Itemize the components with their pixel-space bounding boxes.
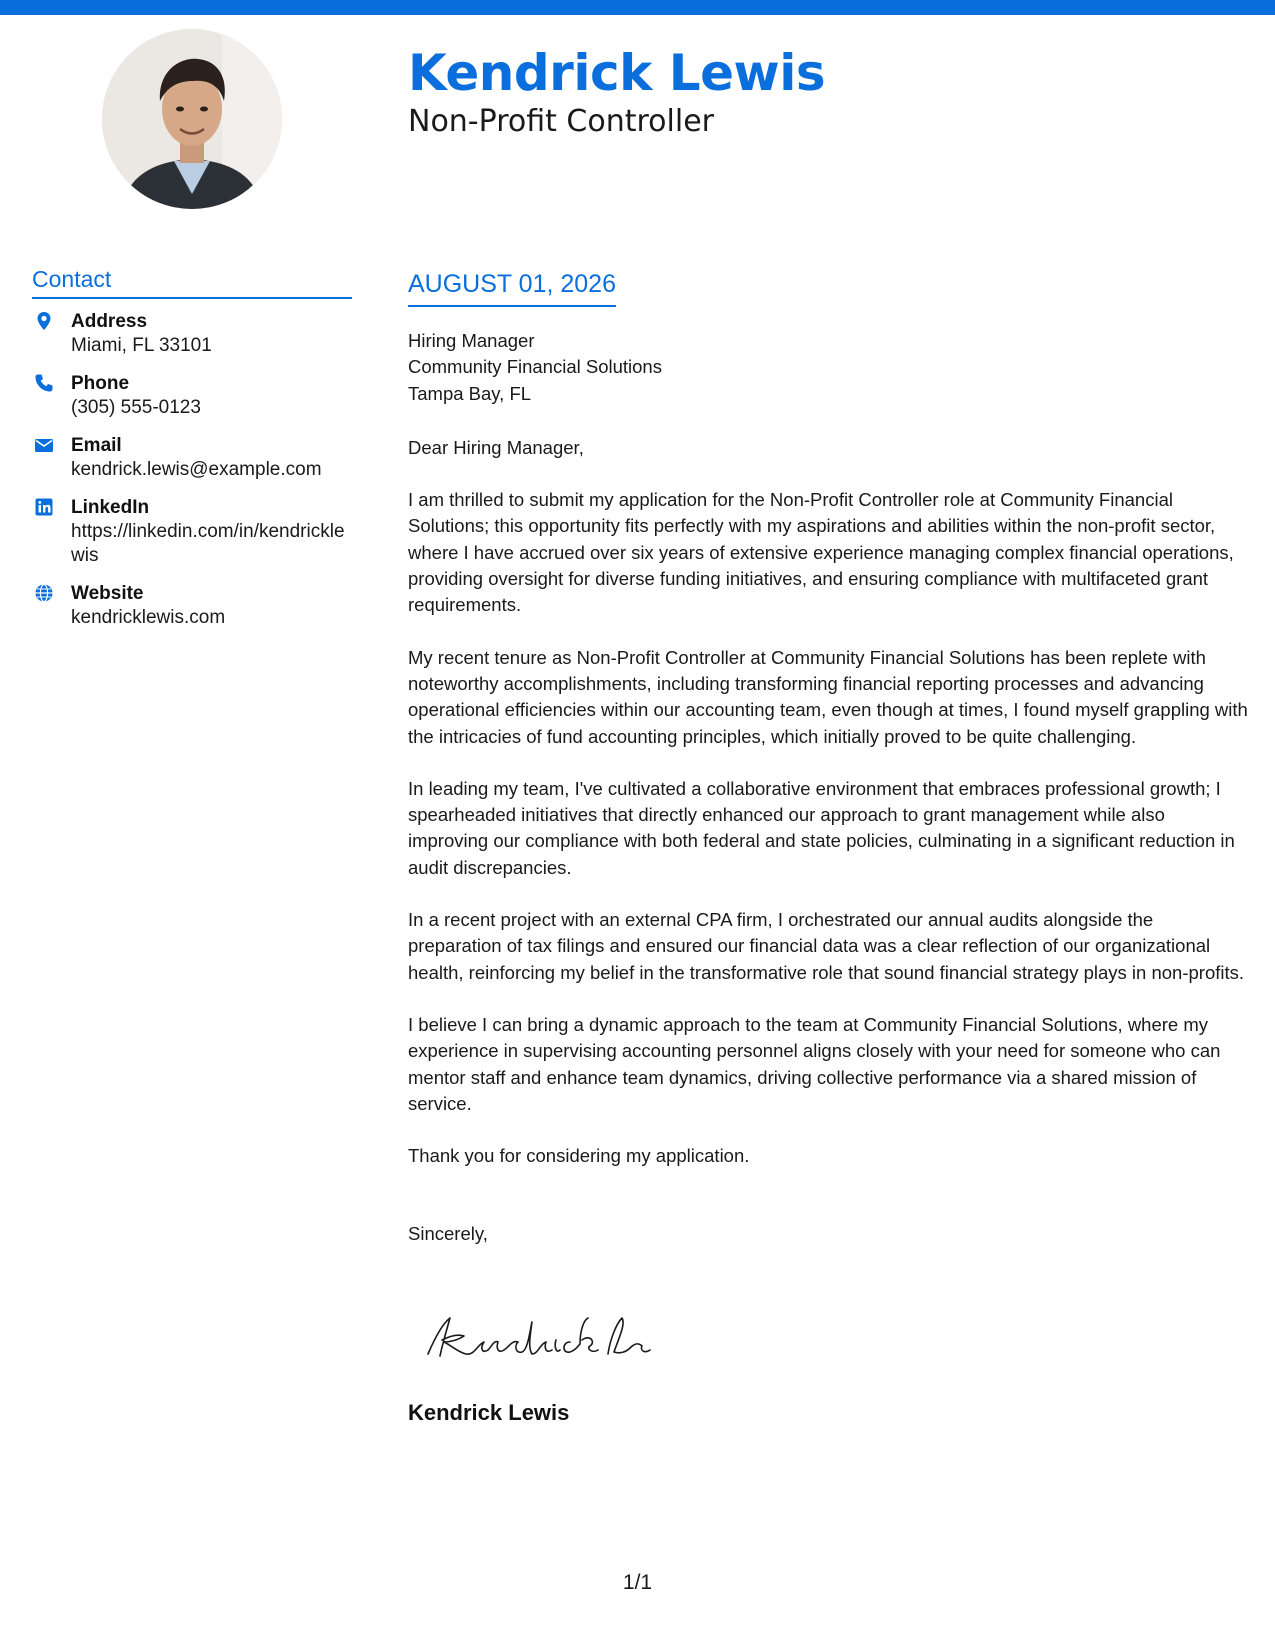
body-paragraph: In leading my team, I've cultivated a collaborative environment that embraces professional growth; I spearheaded initiatives that directly enhanced our approach to grant management while also improving our compliance with both federal and state policies, culminating in a significant reduction in audit discrepancies.	[408, 777, 1235, 878]
contact-item-phone	[32, 372, 362, 420]
candidate-name: Kendrick Lewis	[408, 44, 826, 102]
signature-image	[420, 1310, 660, 1366]
body-paragraph: In a recent project with an external CPA firm, I orchestrated our annual audits alongside the preparation of tax filings and ensured our financial data was a clear reflection of our organizational health, reinforcing my belief in the transformative role that sound financial strategy plays in non-profits.	[408, 909, 1245, 983]
contact-item-website	[32, 582, 362, 630]
contact-item-email	[32, 434, 362, 482]
contact-value: (305) 555-0123	[71, 397, 201, 418]
body-paragraph: Thank you for considering my application.	[408, 1145, 750, 1167]
contact-label: Website	[71, 583, 144, 604]
recipient-block	[408, 328, 1248, 407]
email-icon	[34, 435, 54, 455]
salutation: Dear Hiring Manager,	[408, 436, 584, 458]
linkedin-icon	[34, 497, 54, 517]
map-pin-icon	[34, 311, 54, 331]
contact-item-address	[32, 310, 362, 358]
closing: Sincerely,	[408, 1223, 488, 1245]
contact-label: Address	[71, 311, 148, 332]
profile-photo	[102, 29, 282, 209]
body-paragraph: I believe I can bring a dynamic approach to the team at Community Financial Solutions, where my experience in supervising accounting personnel aligns closely with your need for someone who can mentor staff and enhance team dynamics, driving collective performance via a shared mission of service.	[408, 1013, 1221, 1114]
globe-icon	[34, 583, 54, 603]
letter-body	[408, 328, 1248, 1248]
signer-name: Kendrick Lewis	[408, 1400, 570, 1425]
recipient-line: Community Financial Solutions	[408, 356, 662, 378]
contact-label: Email	[71, 435, 122, 456]
contact-label: Phone	[71, 373, 130, 394]
contact-value: kendrick.lewis@example.com	[71, 459, 322, 480]
page-number: 1/1	[622, 1571, 653, 1594]
letter-date: AUGUST 01, 2026	[408, 270, 616, 307]
contact-heading: Contact	[32, 266, 352, 299]
job-title: Non-Profit Controller	[408, 104, 714, 139]
top-accent-bar	[0, 0, 1275, 15]
contact-list	[32, 310, 362, 644]
recipient-line: Hiring Manager	[408, 330, 535, 351]
contact-item-linkedin	[32, 496, 362, 568]
contact-value: Miami, FL 33101	[71, 335, 212, 356]
body-paragraph: I am thrilled to submit my application for the Non-Profit Controller role at Community Financial Solutions; this opportunity fits perfectly with my aspirations and abilities within the non-profit sector, where I have accrued over six years of extensive experience managing complex financial operations, providing oversight for diverse funding initiatives, and ensuring compliance with multifaceted grant requirements.	[408, 489, 1234, 616]
contact-label: LinkedIn	[71, 497, 150, 518]
avatar	[102, 29, 282, 209]
contact-value: kendricklewis.com	[71, 607, 226, 628]
recipient-line: Tampa Bay, FL	[408, 382, 532, 404]
body-paragraph: My recent tenure as Non-Profit Controller at Community Financial Solutions has been replete with noteworthy accomplishments, including transforming financial reporting processes and advancing operational efficiencies within our accounting team, even though at times, I found myself grappling with the intricacies of fund accounting principles, which initially proved to be quite challenging.	[408, 646, 1248, 747]
contact-value: https://linkedin.com/in/kendricklewis	[71, 521, 345, 566]
phone-icon	[34, 373, 54, 393]
